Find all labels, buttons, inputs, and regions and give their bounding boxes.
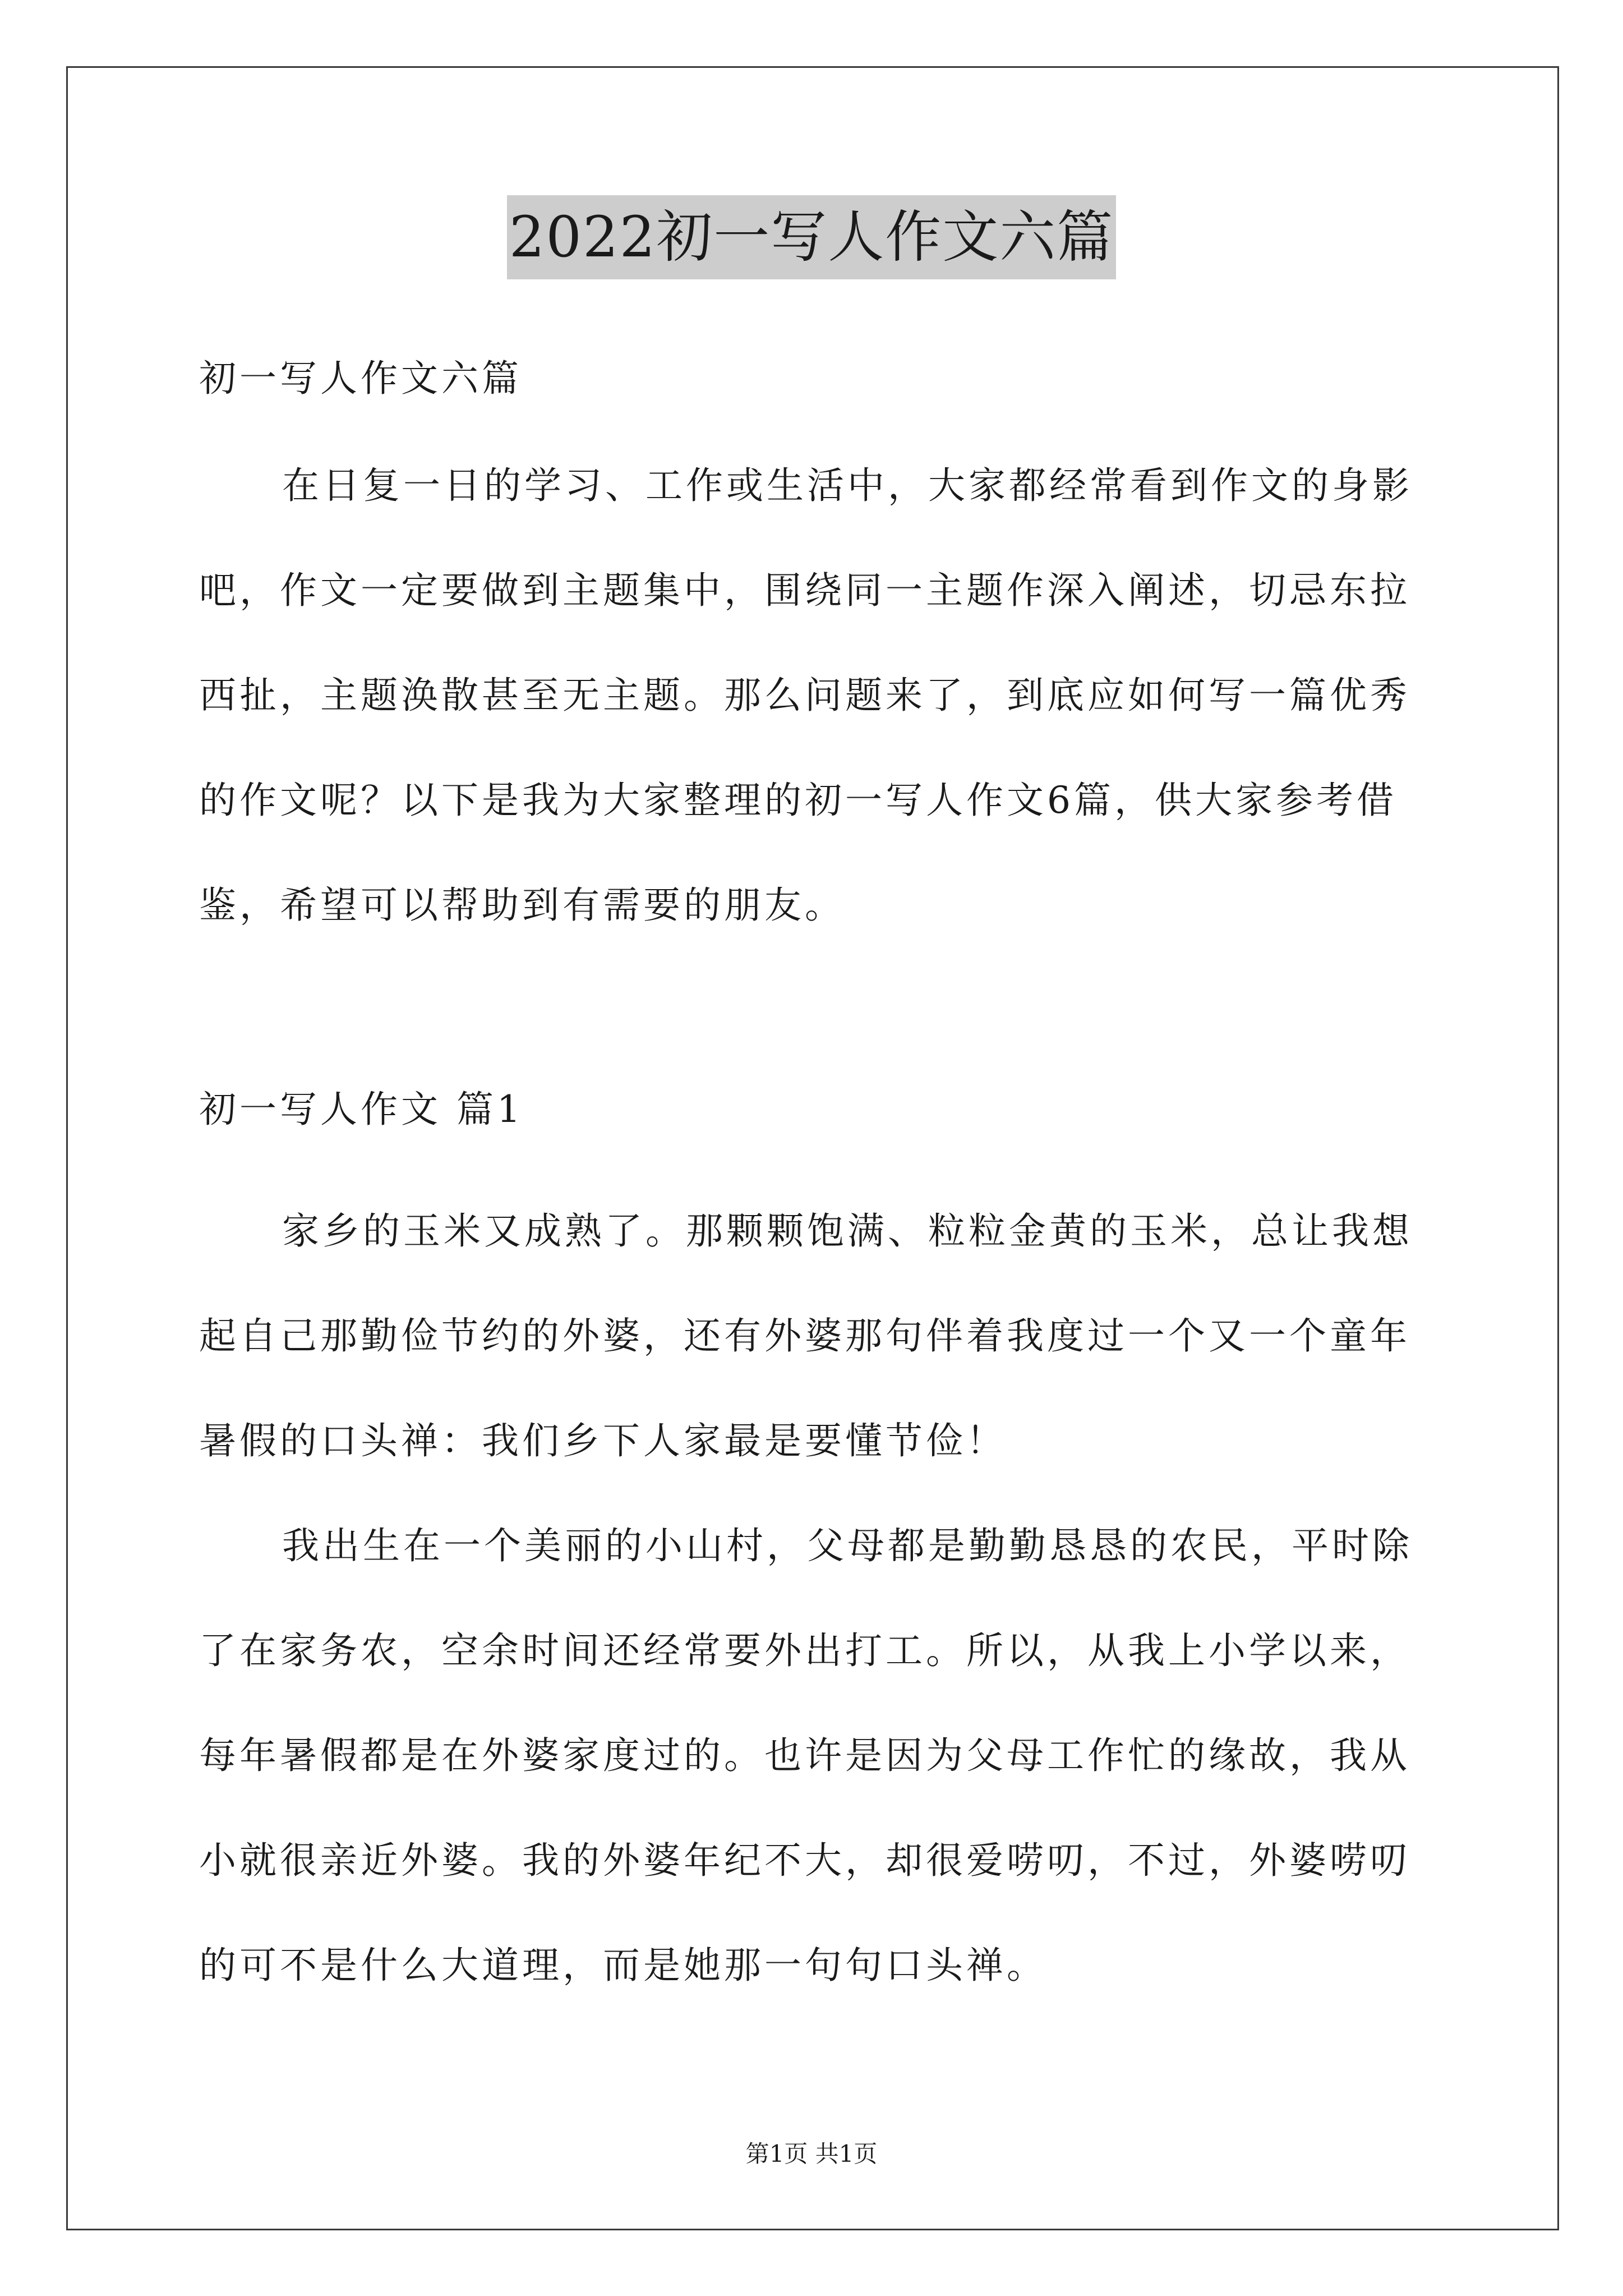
page-footer: 第1页 共1页 — [745, 2140, 878, 2168]
section-heading: 初一写人作文 篇1 — [199, 1088, 524, 1131]
section-p2-line-4: 小就很亲近外婆。我的外婆年纪不大，却很爱唠叨，不过，外婆唠叨 — [199, 1839, 1410, 1882]
document-title-text: 2022初一写人作文六篇 — [507, 195, 1117, 279]
intro-line-4: 的作文呢？以下是我为大家整理的初一写人作文6篇，供大家参考借 — [199, 779, 1397, 822]
section-p2-line-3: 每年暑假都是在外婆家度过的。也许是因为父母工作忙的缘故，我从 — [199, 1734, 1410, 1777]
section-p1-line-2: 起自己那勤俭节约的外婆，还有外婆那句伴着我度过一个又一个童年 — [199, 1314, 1410, 1358]
section-p2-line-2: 了在家务农，空余时间还经常要外出打工。所以，从我上小学以来， — [199, 1629, 1410, 1672]
intro-line-3: 西扯，主题涣散甚至无主题。那么问题来了，到底应如何写一篇优秀 — [199, 674, 1410, 717]
intro-line-5: 鉴，希望可以帮助到有需要的朋友。 — [199, 884, 845, 927]
document-title — [0, 195, 1623, 279]
intro-line-1: 在日复一日的学习、工作或生活中，大家都经常看到作文的身影 — [282, 464, 1413, 507]
section-p2-line-5: 的可不是什么大道理，而是她那一句句口头禅。 — [199, 1944, 1047, 1987]
section-p1-line-1: 家乡的玉米又成熟了。那颗颗饱满、粒粒金黄的玉米，总让我想 — [282, 1209, 1413, 1253]
intro-line-2: 吧，作文一定要做到主题集中，围绕同一主题作深入阐述，切忌东拉 — [199, 569, 1410, 612]
section-p2-line-1: 我出生在一个美丽的小山村，父母都是勤勤恳恳的农民，平时除 — [282, 1524, 1413, 1567]
document-subtitle: 初一写人作文六篇 — [199, 357, 522, 400]
section-p1-line-3: 暑假的口头禅：我们乡下人家最是要懂节俭！ — [199, 1419, 1007, 1462]
